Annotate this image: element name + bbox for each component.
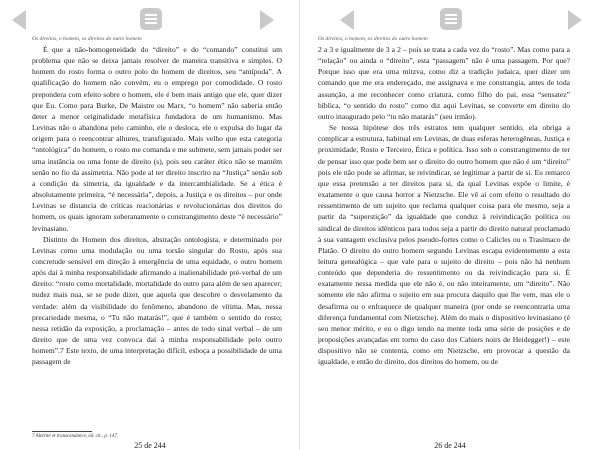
menu-icon-line [445,22,457,24]
menu-icon-line [145,14,157,16]
menu-icon[interactable] [140,8,162,30]
menu-icon[interactable] [440,8,462,30]
page-number: 25 de 244 [134,441,166,450]
page-body [318,44,570,368]
running-head: Os direitos, o homem, os direitos do outro homem [32,36,142,42]
menu-icon-line [145,22,157,24]
menu-icon-line [145,18,157,20]
footnote-rule [32,431,92,432]
right-page [300,0,600,450]
running-head: Os direitos, o homem, os direitos do outro homem [318,36,428,42]
footnote: 7 Altérité et transcendance, éd. cit., p. 147. [32,434,119,439]
next-page-icon[interactable] [260,10,274,30]
menu-icon-line [445,18,457,20]
page-number: 26 de 244 [434,441,466,450]
paragraph: Se nossa hipótese dos três estratos tem qualquer sentido, ela obriga a complicar a estrutura, habitual em Levinas, de duas esferas heterogêneas, Justiça e proximidade, Rosto e Terceiro, Ética e política. Isso sob o constrangimento de ter de pensar isso que pode bem ser o direito do outro homem que não é um “direito” pois ele não pode se afirmar, se reivindicar, se legitimar a partir de si. Eu remarco que essa pretensão a ter direitos para si, da qual Levinas expõe o limite, é exatamente o que causa horror a Nietzsche. Ele vê aí com efeito o resultado do ressentimento de um sujeito que reclama qualquer coisa para ele mesmo, seja a partir da “superstição” da igualdade que conduz à reivindicação política ou sindical de direitos idênticos para todos seja a partir do direito natural proclamado à sua vantagem exclusiva pelos pseudo-fortes como o Calicles ou o Trasímaco de Platão. O direito do outro homem segundo Levinas escapa evidentemente a esta leitura genealógica – que vale para o sujeito de direito – pois não há nenhum conteúdo que dependeria do ressentimento ou da reivindicação para si. É exatamente nessa medida que ele não é, ou não inteiramente, um “direito”. Não somente ele não afirma o sujeito em sua procura daquilo que lhe vem, mas ele o desafirma ou o enfraquece de qualquer maneira (por onde se reencontraria uma diferença fundamental com Nietzsche). Além do mais o dispositivo levinasiano (é seu menor mérito, e eu o digo tendo na mente toda uma série de posições e de proposições avançadas em torno do caso dos Cahiers noirs de Heidegger!) – este dispositivo não se contenta, como em Nietzsche, em provocar a questão da igualdade, e então do direito, dos direitos do homem, ou de [318,123,570,367]
page-body [32,44,282,368]
menu-icon-line [445,14,457,16]
paragraph: Distinto do Homem dos direitos, abstração ontologista, e determinado por Levinas como uma modulação ou uma torsão singular do Rosto, após sua concretude sensível em direção à emergência de uma equidade, o outro homem após daí à minha responsabilidade afirmando a inalienabilidade pré-verbal de um direito: “rosto como mortalidade, mortalidade do outro para além de seu aparecer; nudez mais nua, se se pode dizer, que aquela que descobre o desvelamento da verdade: além da visibilidade do fenômeno, abandono de vítima. Mas, nessa precariedade mesma, o “Tu não matarás!”, que é também o sentido do rosto; nessa retidão da exposição, a proclamação – antes de todo sinal verbal – de um direito que de uma vez convoca daí à minha responsabilidade pelo outro homem”.7 Este texto, de uma interpretação difícil, esboça a possibilidade de uma passagem de [32,234,282,367]
previous-page-icon[interactable] [12,10,26,30]
previous-page-icon[interactable] [340,10,354,30]
next-page-icon[interactable] [568,10,582,30]
paragraph: 2 a 3 e igualmente de 3 a 2 – pois se trata a cada vez do “rosto”. Mas como para a “relação” ou ainda o “direito”, esta “passagem” não é uma passagem. Por que? Porque isso que era uma mitzva, como diz a tradição judaica, quer dizer um comando que me era endereçado, me assignava e me constrangia, antes de toda assunção, a me reconhecer como criatura, como filho do pai, essa “sensatez” bíblica, “o sentido do rosto” como diz aqui Levinas, se converte em direito do outro inaugurado pelo “tu não matarás” (seu irmão). [318,45,570,121]
paragraph: É que a não-homogeneidade do “direito” e do “comando” constitui um problema que não se deixa jamais resolver de maneira transitiva e simples. O homem do rosto forma o outro polo do homem de direitos, seu “antípoda”. A qualificação do homem não convém, eu o emprego por comodidade. O rosto prepondera com efeito sobre o homem, ele é bem mais antigo que ele, quer dizer que Eu. Como para Burke, De Maistre ou Marx, “o homem” não saberia então deter a menor originalidade metafísica fundadora de um humanismo. Mas Levinas não o abandona pelo caminho, ele o desloca, ele o expulsa do lugar da origem para o reencontrar alhures, transfigurado. Mais velho que esta categoria “ontológica” do homem, o rosto me comanda e me submete, sem jamais poder ser uma instância ou uma fonte de direito (s), pois seu caráter ético não se mantém senão no fio da assimetria. Não pode al ter direito inscrito na “Justiça” senão sob a condição da simetria, da igualdade e da intercambialidade. Se a ética é absolutamente primeira, “é necessária”, depois, a Justiça e os direitos – por onde Levinas se distancia de críticas reacionárias e revolucionárias dos direitos do homem, os quais ignoram soberanamente o constrangimento deste “é necessário” levinasiano. [32,45,282,233]
